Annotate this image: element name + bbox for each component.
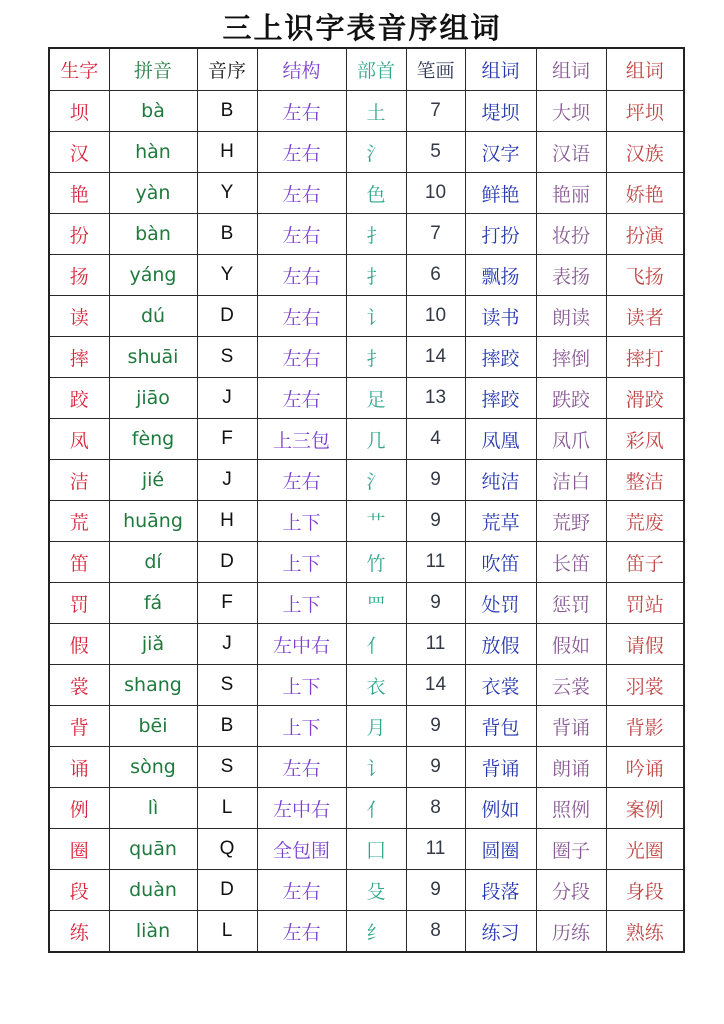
word-3-cell: 背影 [606,706,684,747]
char-cell: 诵 [49,747,109,788]
table-row [49,419,684,460]
table-row [49,542,684,583]
strokes-cell: 14 [406,337,465,378]
table-row [49,583,684,624]
order-cell: Y [197,173,257,214]
table-row [49,665,684,706]
char-cell: 背 [49,706,109,747]
word-3-cell: 整洁 [606,460,684,501]
structure-cell: 上下 [257,706,346,747]
radical-cell: 纟 [346,911,406,953]
pinyin-cell: dí [109,542,197,583]
word-2-cell: 云裳 [536,665,606,706]
pinyin-cell: shang [109,665,197,706]
pinyin-cell: bà [109,91,197,132]
radical-cell: 氵 [346,460,406,501]
word-1-cell: 背包 [465,706,536,747]
word-3-cell: 案例 [606,788,684,829]
pinyin-cell: bēi [109,706,197,747]
strokes-cell: 9 [406,747,465,788]
pinyin-cell: jiāo [109,378,197,419]
header-structure: 结构 [257,48,346,91]
strokes-cell: 6 [406,255,465,296]
strokes-cell: 14 [406,665,465,706]
word-3-cell: 读者 [606,296,684,337]
strokes-cell: 11 [406,624,465,665]
radical-cell: 几 [346,419,406,460]
word-3-cell: 身段 [606,870,684,911]
strokes-cell: 9 [406,460,465,501]
header-word-2: 组词 [536,48,606,91]
word-2-cell: 惩罚 [536,583,606,624]
word-1-cell: 练习 [465,911,536,953]
structure-cell: 左右 [257,91,346,132]
word-2-cell: 妆扮 [536,214,606,255]
table-row [49,706,684,747]
order-cell: F [197,419,257,460]
word-1-cell: 鲜艳 [465,173,536,214]
order-cell: S [197,337,257,378]
pinyin-cell: lì [109,788,197,829]
structure-cell: 上三包 [257,419,346,460]
word-3-cell: 扮演 [606,214,684,255]
structure-cell: 上下 [257,542,346,583]
char-cell: 裳 [49,665,109,706]
char-cell: 例 [49,788,109,829]
radical-cell: 土 [346,91,406,132]
strokes-cell: 10 [406,296,465,337]
radical-cell: 月 [346,706,406,747]
word-1-cell: 摔跤 [465,378,536,419]
word-1-cell: 放假 [465,624,536,665]
radical-cell: 扌 [346,255,406,296]
order-cell: B [197,214,257,255]
strokes-cell: 9 [406,706,465,747]
char-cell: 洁 [49,460,109,501]
pinyin-cell: jiǎ [109,624,197,665]
strokes-cell: 5 [406,132,465,173]
order-cell: B [197,91,257,132]
word-3-cell: 彩凤 [606,419,684,460]
word-3-cell: 娇艳 [606,173,684,214]
word-3-cell: 飞扬 [606,255,684,296]
word-1-cell: 纯洁 [465,460,536,501]
word-2-cell: 大坝 [536,91,606,132]
radical-cell: 亻 [346,624,406,665]
order-cell: J [197,378,257,419]
structure-cell: 左右 [257,337,346,378]
pinyin-cell: yáng [109,255,197,296]
word-2-cell: 跌跤 [536,378,606,419]
radical-cell: 氵 [346,132,406,173]
word-2-cell: 洁白 [536,460,606,501]
word-2-cell: 艳丽 [536,173,606,214]
strokes-cell: 4 [406,419,465,460]
char-cell: 跤 [49,378,109,419]
structure-cell: 左中右 [257,788,346,829]
strokes-cell: 8 [406,911,465,953]
word-1-cell: 荒草 [465,501,536,542]
order-cell: L [197,788,257,829]
word-2-cell: 摔倒 [536,337,606,378]
word-3-cell: 坪坝 [606,91,684,132]
word-2-cell: 汉语 [536,132,606,173]
word-2-cell: 朗读 [536,296,606,337]
order-cell: F [197,583,257,624]
pinyin-cell: liàn [109,911,197,953]
word-2-cell: 圈子 [536,829,606,870]
strokes-cell: 9 [406,583,465,624]
pinyin-cell: duàn [109,870,197,911]
word-2-cell: 历练 [536,911,606,953]
char-cell: 笛 [49,542,109,583]
radical-cell: 衣 [346,665,406,706]
radical-cell: 亻 [346,788,406,829]
radical-cell: 讠 [346,747,406,788]
header-char: 生字 [49,48,109,91]
word-3-cell: 羽裳 [606,665,684,706]
char-cell: 摔 [49,337,109,378]
radical-cell: 殳 [346,870,406,911]
table-row [49,911,684,953]
table-row [49,747,684,788]
radical-cell: 竹 [346,542,406,583]
pinyin-cell: dú [109,296,197,337]
table-row [49,788,684,829]
structure-cell: 左右 [257,378,346,419]
char-cell: 罚 [49,583,109,624]
order-cell: Q [197,829,257,870]
pinyin-cell: jié [109,460,197,501]
word-2-cell: 照例 [536,788,606,829]
char-cell: 练 [49,911,109,953]
structure-cell: 左右 [257,460,346,501]
char-cell: 假 [49,624,109,665]
order-cell: S [197,665,257,706]
table-row [49,870,684,911]
word-1-cell: 凤凰 [465,419,536,460]
word-3-cell: 滑跤 [606,378,684,419]
order-cell: J [197,460,257,501]
pinyin-cell: hàn [109,132,197,173]
strokes-cell: 10 [406,173,465,214]
word-1-cell: 汉字 [465,132,536,173]
word-2-cell: 凤爪 [536,419,606,460]
pinyin-cell: bàn [109,214,197,255]
char-cell: 凤 [49,419,109,460]
header-radical: 部首 [346,48,406,91]
word-3-cell: 罚站 [606,583,684,624]
word-2-cell: 朗诵 [536,747,606,788]
char-cell: 圈 [49,829,109,870]
char-cell: 荒 [49,501,109,542]
char-cell: 艳 [49,173,109,214]
structure-cell: 左右 [257,911,346,953]
word-1-cell: 堤坝 [465,91,536,132]
word-3-cell: 摔打 [606,337,684,378]
header-strokes: 笔画 [406,48,465,91]
char-cell: 扬 [49,255,109,296]
word-1-cell: 吹笛 [465,542,536,583]
word-3-cell: 请假 [606,624,684,665]
header-word-1: 组词 [465,48,536,91]
radical-cell: 罒 [346,583,406,624]
structure-cell: 左右 [257,173,346,214]
structure-cell: 左右 [257,255,346,296]
pinyin-cell: quān [109,829,197,870]
structure-cell: 左右 [257,870,346,911]
word-3-cell: 熟练 [606,911,684,953]
table-row [49,501,684,542]
page-title: 三上识字表音序组词 [222,11,502,45]
strokes-cell: 11 [406,829,465,870]
word-2-cell: 假如 [536,624,606,665]
radical-cell: 色 [346,173,406,214]
word-1-cell: 摔跤 [465,337,536,378]
table-row [49,829,684,870]
word-2-cell: 分段 [536,870,606,911]
order-cell: D [197,870,257,911]
word-3-cell: 汉族 [606,132,684,173]
word-1-cell: 圆圈 [465,829,536,870]
header-pinyin: 拼音 [109,48,197,91]
structure-cell: 左右 [257,132,346,173]
strokes-cell: 9 [406,501,465,542]
order-cell: H [197,501,257,542]
pinyin-cell: sòng [109,747,197,788]
order-cell: Y [197,255,257,296]
structure-cell: 上下 [257,501,346,542]
pinyin-cell: shuāi [109,337,197,378]
radical-cell: 扌 [346,214,406,255]
word-2-cell: 长笛 [536,542,606,583]
radical-cell: 足 [346,378,406,419]
structure-cell: 全包围 [257,829,346,870]
order-cell: B [197,706,257,747]
word-3-cell: 光圈 [606,829,684,870]
char-cell: 汉 [49,132,109,173]
strokes-cell: 11 [406,542,465,583]
radical-cell: 扌 [346,337,406,378]
pinyin-cell: fá [109,583,197,624]
word-1-cell: 处罚 [465,583,536,624]
order-cell: J [197,624,257,665]
structure-cell: 上下 [257,583,346,624]
radical-cell: 讠 [346,296,406,337]
table-row [49,91,684,132]
structure-cell: 上下 [257,665,346,706]
table-row [49,173,684,214]
word-1-cell: 背诵 [465,747,536,788]
word-1-cell: 打扮 [465,214,536,255]
structure-cell: 左右 [257,214,346,255]
char-cell: 扮 [49,214,109,255]
character-table [48,47,685,953]
char-cell: 段 [49,870,109,911]
header-row [49,48,684,91]
radical-cell: 艹 [346,501,406,542]
word-3-cell: 笛子 [606,542,684,583]
order-cell: L [197,911,257,953]
pinyin-cell: yàn [109,173,197,214]
header-word-3: 组词 [606,48,684,91]
header-order: 音序 [197,48,257,91]
pinyin-cell: fèng [109,419,197,460]
word-3-cell: 吟诵 [606,747,684,788]
structure-cell: 左右 [257,296,346,337]
table-row [49,132,684,173]
table-row [49,296,684,337]
word-1-cell: 例如 [465,788,536,829]
word-3-cell: 荒废 [606,501,684,542]
word-1-cell: 衣裳 [465,665,536,706]
table-row [49,214,684,255]
structure-cell: 左右 [257,747,346,788]
radical-cell: 囗 [346,829,406,870]
table-row [49,337,684,378]
strokes-cell: 8 [406,788,465,829]
table-row [49,378,684,419]
word-2-cell: 荒野 [536,501,606,542]
char-cell: 读 [49,296,109,337]
table-row [49,624,684,665]
order-cell: H [197,132,257,173]
strokes-cell: 7 [406,214,465,255]
word-1-cell: 飘扬 [465,255,536,296]
strokes-cell: 13 [406,378,465,419]
pinyin-cell: huāng [109,501,197,542]
word-2-cell: 背诵 [536,706,606,747]
table-row [49,460,684,501]
structure-cell: 左中右 [257,624,346,665]
strokes-cell: 7 [406,91,465,132]
table-row [49,255,684,296]
word-1-cell: 段落 [465,870,536,911]
strokes-cell: 9 [406,870,465,911]
char-cell: 坝 [49,91,109,132]
order-cell: D [197,542,257,583]
order-cell: D [197,296,257,337]
order-cell: S [197,747,257,788]
word-2-cell: 表扬 [536,255,606,296]
word-1-cell: 读书 [465,296,536,337]
